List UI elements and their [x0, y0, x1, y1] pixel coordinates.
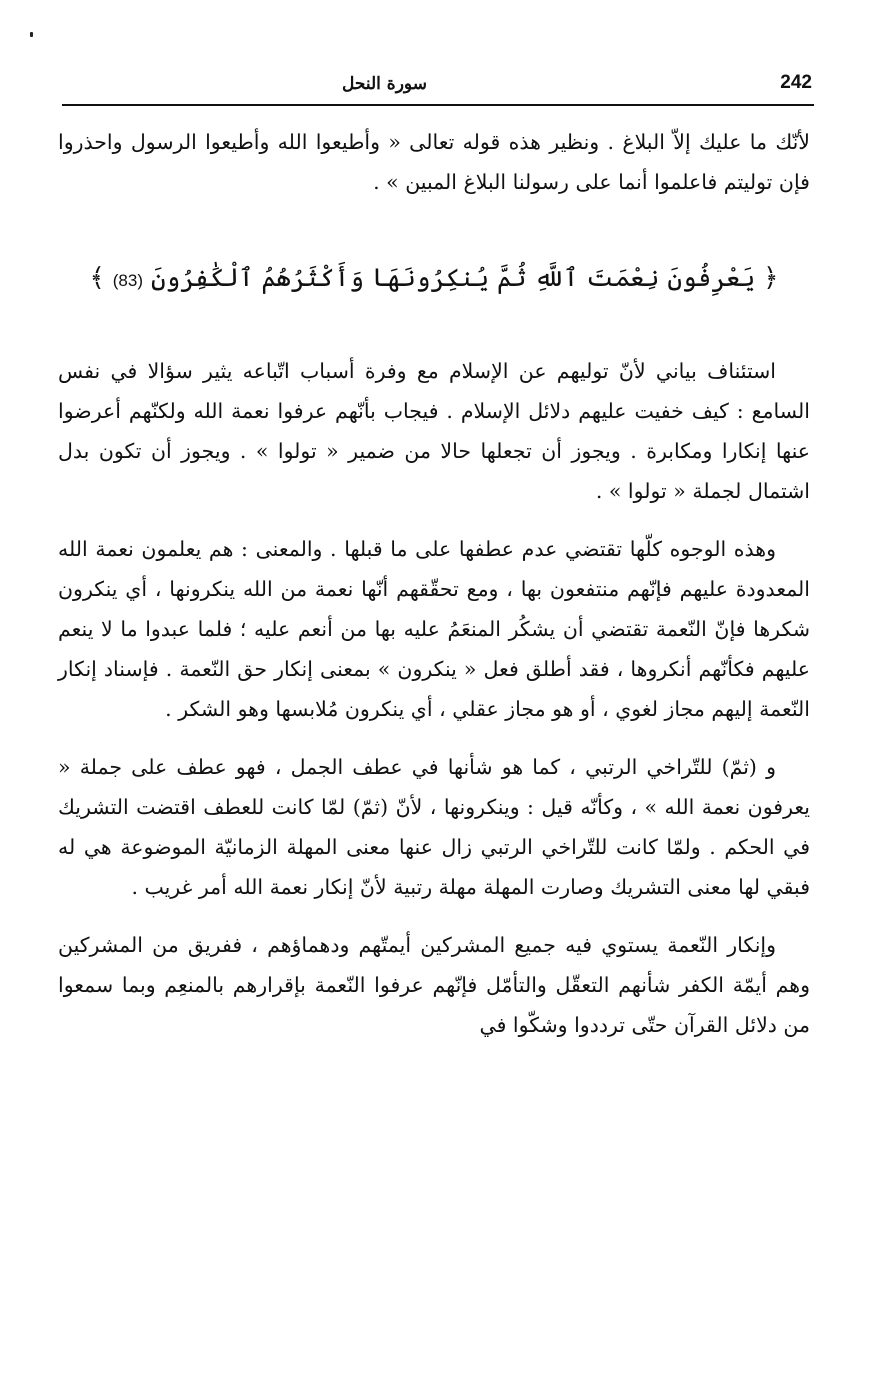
- paragraph-4: وإنكار النّعمة يستوي فيه جميع المشركين أيمتّهم ودهماؤهم ، ففريق من المشركين وهم أيمّة الكفر شأنهم التعقّل والتأمّل فإنّهم عرفوا النّعمة بإقرارهم بالمنعِم وبما سمعوا من دلائل القرآن حتّى ترددوا وشكّوا في: [58, 933, 810, 1037]
- paragraph-1: استئناف بياني لأنّ توليهم عن الإسلام مع وفرة أسباب اتّباعه يثير سؤالا في نفس السامع : كيف خفيت عليهم دلائل الإسلام . فيجاب بأنّهم عرفوا نعمة الله ولكنّهم أعرضوا عنها إنكارا ومكابرة . ويجوز أن تجعلها حالا من ضمير « تولوا » . ويجوز أن تكون بدل اشتمال لجملة « تولوا » .: [58, 359, 810, 503]
- page-number: 242: [780, 72, 812, 93]
- verse-open-bracket: ﴿: [763, 263, 779, 293]
- verse-text: يَعْرِفُونَ نِعْمَتَ ٱللَّهِ ثُمَّ يُنكِرُونَهَا وَأَكْثَرُهُمُ ٱلْكَٰفِرُونَ: [150, 263, 756, 292]
- header-rule: [62, 104, 814, 106]
- page-body: [58, 122, 810, 1045]
- scan-speck: [30, 32, 33, 37]
- quran-verse: [58, 254, 810, 305]
- paragraph-continuation: لأنّك ما عليك إلاّ البلاغ . ونظير هذه قوله تعالى « وأطيعوا الله وأطيعوا الرسول واحذروا فإن توليتم فاعلموا أنما على رسولنا البلاغ المبين » .: [58, 130, 810, 194]
- paragraph-3: و (ثمّ) للتّراخي الرتبي ، كما هو شأنها في عطف الجمل ، فهو عطف على جملة « يعرفون نعمة الله » ، وكأنّه قيل : وينكرونها ، لأنّ (ثمّ) لمّا كانت للعطف اقتضت التشريك في الحكم . ولمّا كانت للتّراخي الرتبي زال عنها معنى المهلة الزمانيّة الموضوعة هي له فبقي لها معنى التشريك وصارت المهلة مهلة رتبية لأنّ إنكار نعمة الله أمر غريب .: [58, 755, 810, 899]
- verse-close-bracket: ﴾: [89, 263, 105, 293]
- page-header: [62, 70, 814, 102]
- paragraph-2: وهذه الوجوه كلّها تقتضي عدم عطفها على ما قبلها . والمعنى : هم يعلمون نعمة الله المعدودة عليهم فإنّهم منتفعون بها ، ومع تحقّقهم أنّها نعمة من الله ينكرونها ، أي ينكرون شكرها فإنّ النّعمة تقتضي أن يشكُر المنعَمُ عليه بها من أنعم عليه ؛ فلما عبدوا ما لا ينعم عليهم فكأنّهم أنكروها ، فقد أطلق فعل « ينكرون » بمعنى إنكار حق النّعمة . فإسناد إنكار النّعمة إليهم مجاز لغوي ، أو هو مجاز عقلي ، أي ينكرون مُلابسها وهو الشكر .: [58, 537, 810, 721]
- verse-number: (83): [112, 271, 143, 290]
- surah-title: سورة النحل: [342, 74, 427, 94]
